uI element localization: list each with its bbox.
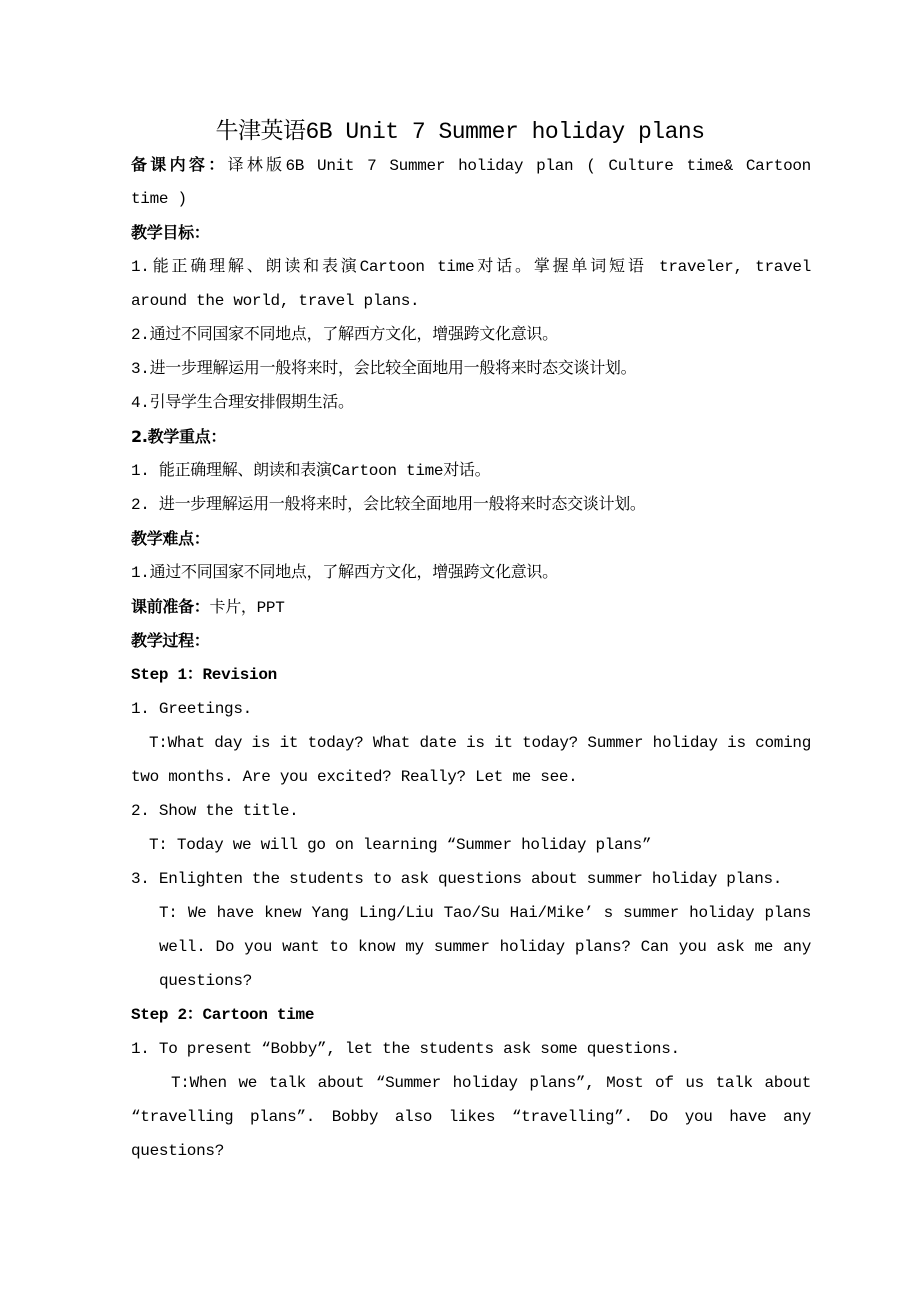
- line-text: “travelling plans”. Bobby also likes “travelling”. Do you have any: [131, 1108, 811, 1126]
- line-text: 2. Show the title.: [131, 802, 299, 820]
- line-text: T:What day is it today? What date is it today? Summer holiday is coming: [149, 734, 811, 752]
- line-text: 1.能正确理解、朗读和表演Cartoon time对话。掌握单词短语 traveler, travel: [131, 258, 811, 276]
- text-line: [131, 862, 811, 896]
- text-line: [131, 386, 811, 420]
- line-text: 1. 能正确理解、朗读和表演Cartoon time对话。: [131, 462, 491, 480]
- line-text: 3.进一步理解运用一般将来时，会比较全面地用一般将来时态交谈计划。: [131, 360, 637, 378]
- line-text: T: Today we will go on learning “Summer holiday plans”: [149, 836, 652, 854]
- line-text: two months. Are you excited? Really? Let me see.: [131, 768, 578, 786]
- text-line: [131, 284, 811, 318]
- line-text: around the world, travel plans.: [131, 292, 420, 310]
- text-line: [131, 1032, 811, 1066]
- text-line: [131, 760, 811, 794]
- text-line: [131, 454, 811, 488]
- text-line: [131, 828, 811, 862]
- line-text: 1. To present “Bobby”, let the students ask some questions.: [131, 1040, 680, 1058]
- line-text: time ): [131, 190, 187, 208]
- line-text: well. Do you want to know my summer holiday plans? Can you ask me any: [159, 938, 811, 956]
- field-label: 课前准备：: [131, 597, 210, 616]
- line-text: 3. Enlighten the students to ask questions about summer holiday plans.: [131, 870, 783, 888]
- line-text: questions?: [159, 972, 253, 990]
- field-label: 2.教学重点：: [131, 427, 227, 446]
- field-label: 教学目标：: [131, 223, 210, 242]
- text-line: [131, 692, 811, 726]
- text-line: [131, 1134, 811, 1168]
- section-heading: [131, 216, 811, 250]
- document-title: 牛津英语6B Unit 7 Summer holiday plans: [215, 119, 705, 145]
- text-line: [131, 726, 811, 760]
- line-text: questions?: [131, 1142, 225, 1160]
- text-line: [131, 250, 811, 284]
- text-line: [131, 1066, 811, 1100]
- text-line: [131, 998, 811, 1032]
- document-body: [131, 148, 811, 1168]
- field-label: 备课内容：: [131, 155, 228, 174]
- line-text: 译林版6B Unit 7 Summer holiday plan ( Culture time& Cartoon: [227, 157, 811, 175]
- section-heading: [131, 624, 811, 658]
- line-text: 卡片，PPT: [209, 599, 285, 617]
- text-line: [131, 590, 811, 624]
- line-text: Step 2：Cartoon time: [131, 1006, 315, 1024]
- text-line: [131, 318, 811, 352]
- text-line: [131, 556, 811, 590]
- line-text: 2. 进一步理解运用一般将来时，会比较全面地用一般将来时态交谈计划。: [131, 496, 646, 514]
- text-line: [131, 794, 811, 828]
- text-line: [131, 658, 811, 692]
- field-label: 教学难点：: [131, 529, 210, 548]
- line-text: 2.通过不同国家不同地点，了解西方文化，增强跨文化意识。: [131, 326, 558, 344]
- text-line: [131, 896, 811, 930]
- text-line: [131, 488, 811, 522]
- text-line: [131, 352, 811, 386]
- line-text: Step 1：Revision: [131, 666, 277, 684]
- section-heading: [131, 420, 811, 454]
- line-text: T:When we talk about “Summer holiday plans”, Most of us talk about: [171, 1074, 811, 1092]
- line-text: T: We have knew Yang Ling/Liu Tao/Su Hai/Mike’ s summer holiday plans: [159, 904, 811, 922]
- field-label: 教学过程：: [131, 631, 210, 650]
- section-heading: [131, 522, 811, 556]
- text-line: [131, 964, 811, 998]
- text-line: [131, 930, 811, 964]
- line-text: 1. Greetings.: [131, 700, 252, 718]
- text-line: [131, 182, 811, 216]
- text-line: [131, 148, 811, 182]
- text-line: [131, 1100, 811, 1134]
- line-text: 1.通过不同国家不同地点，了解西方文化，增强跨文化意识。: [131, 564, 558, 582]
- line-text: 4.引导学生合理安排假期生活。: [131, 394, 354, 412]
